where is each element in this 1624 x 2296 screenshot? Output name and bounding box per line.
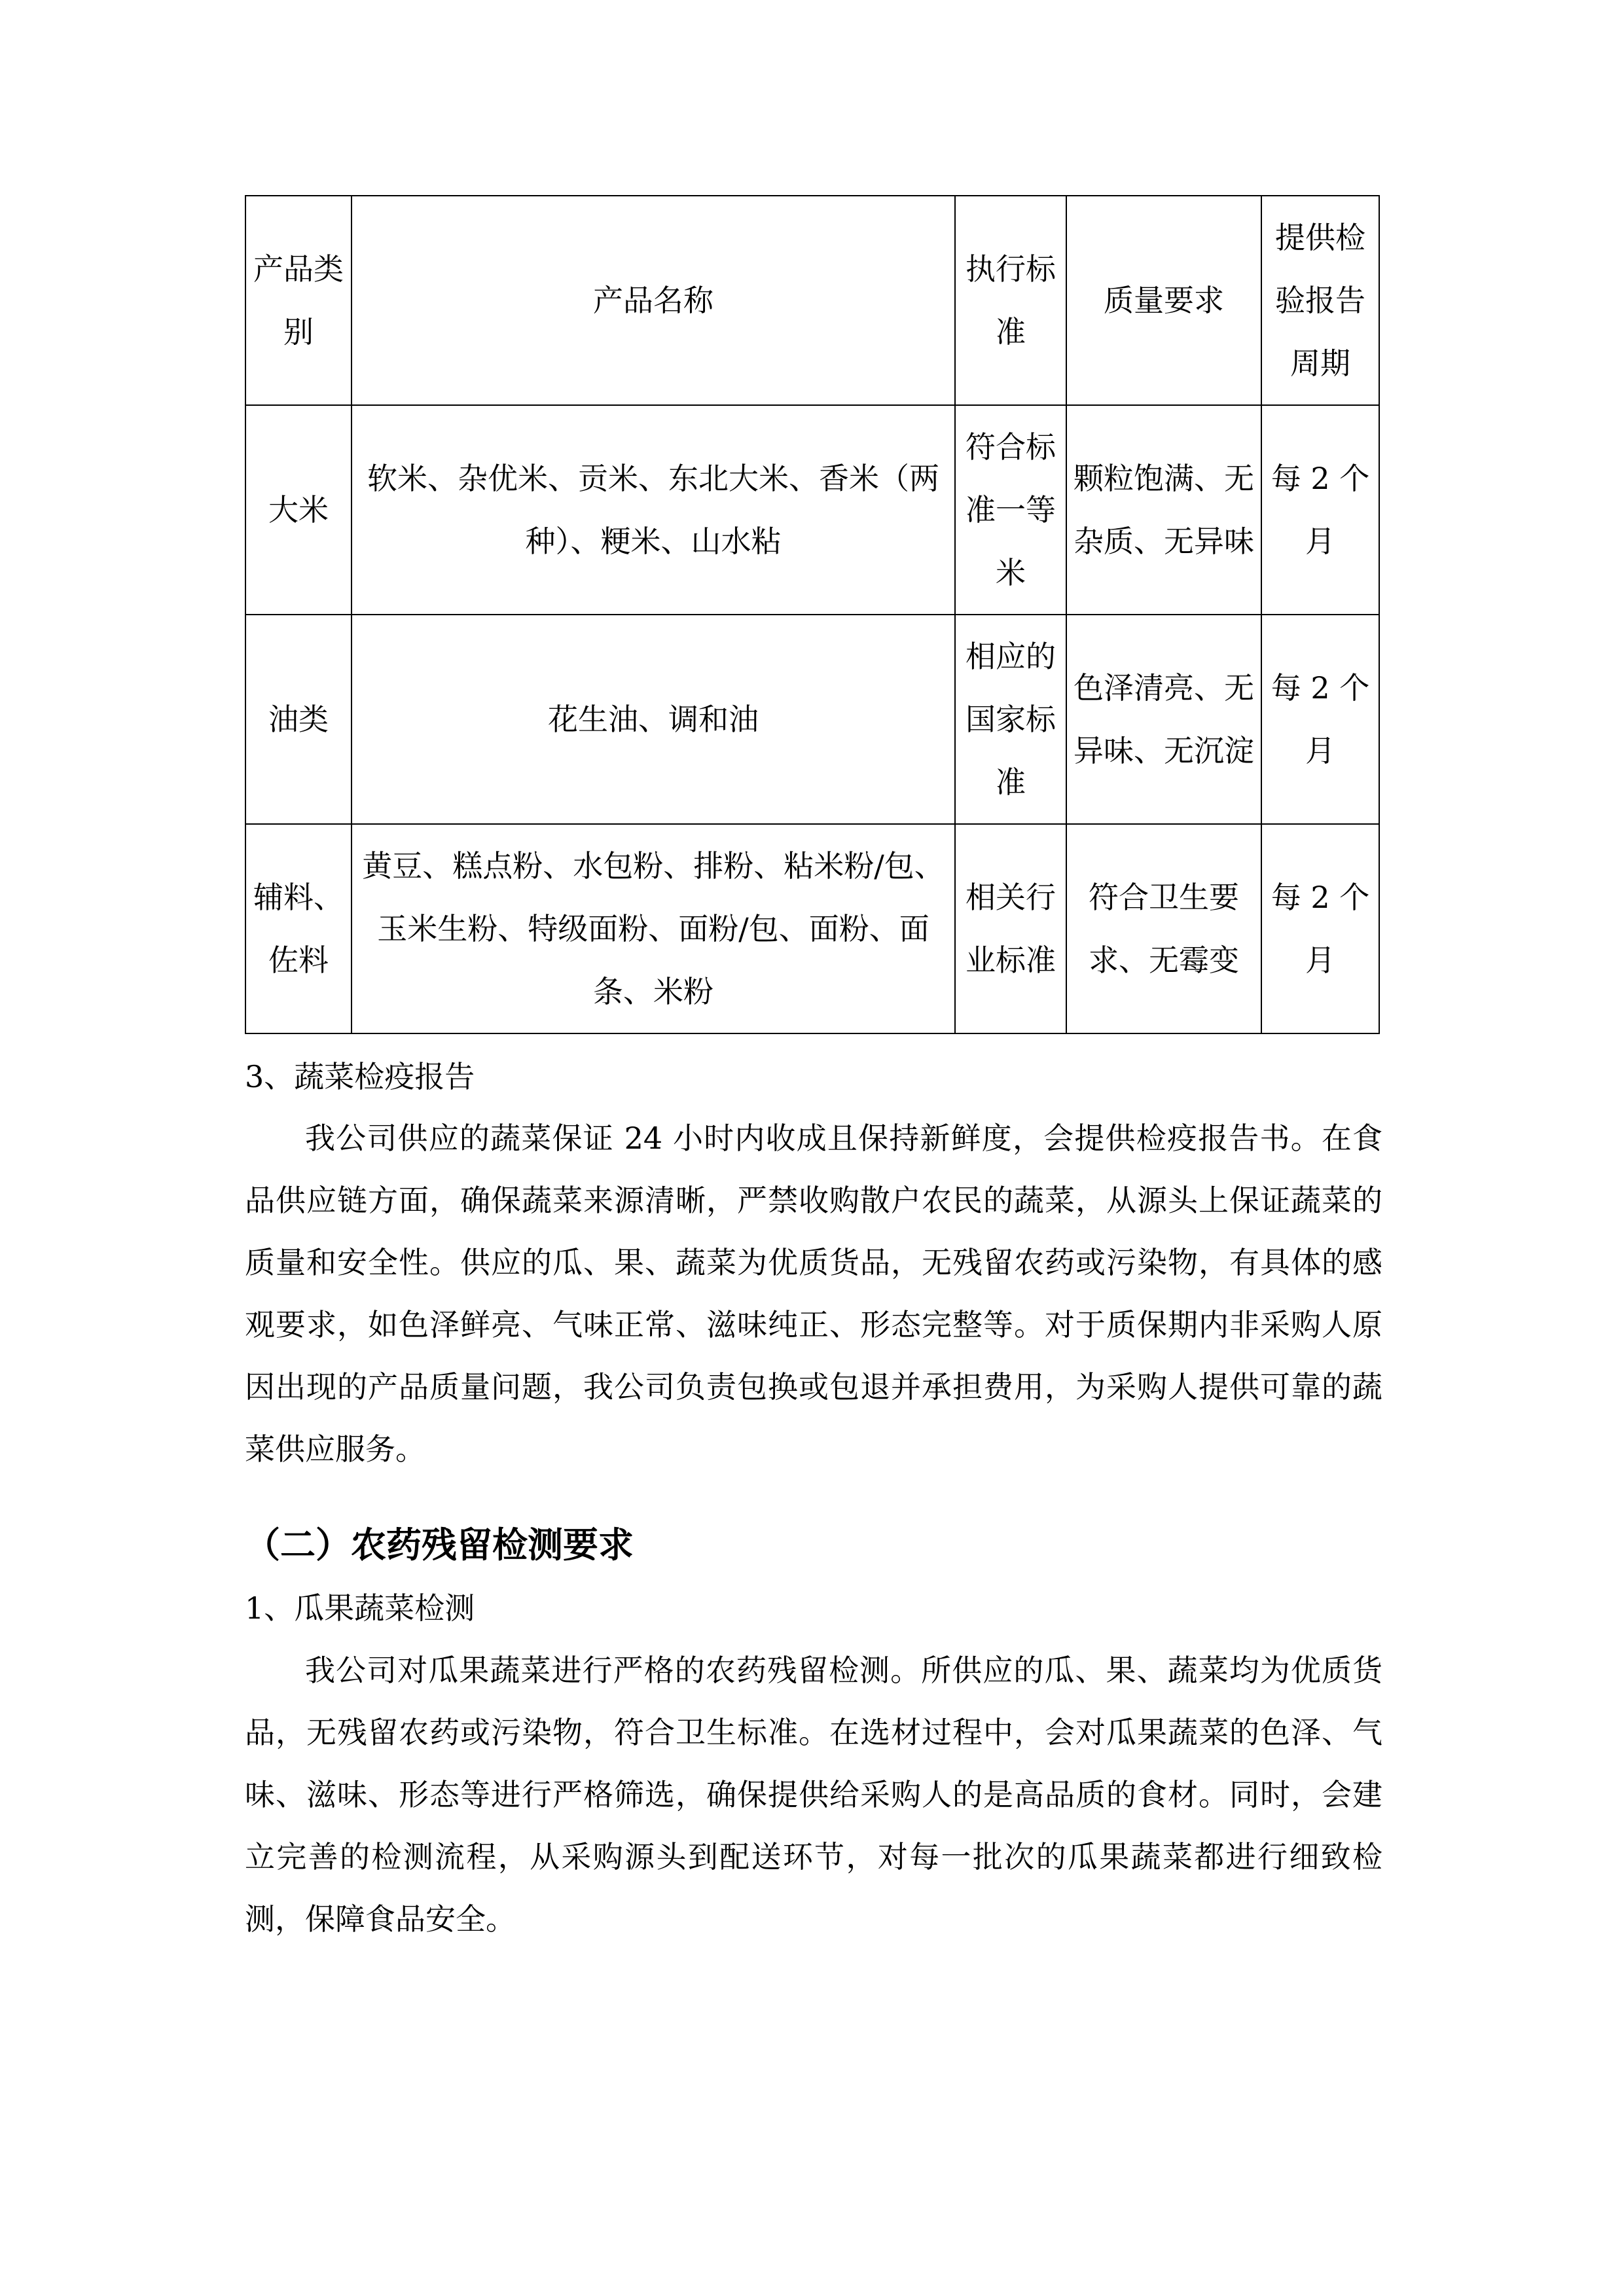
section-3-title: 3、蔬菜检疫报告 [245,1059,475,1094]
cell-cycle: 每 2 个月 [1261,615,1379,824]
cell-category: 大米 [245,405,352,615]
cell-category: 油类 [245,615,352,824]
table-row [245,615,1379,824]
cell-category: 辅料、佐料 [245,824,352,1033]
table-row [245,824,1379,1033]
table-row [245,405,1379,615]
pesticide-section-heading: （二）农药残留检测要求 [245,1524,634,1566]
cell-cycle: 每 2 个月 [1261,824,1379,1033]
cell-name: 花生油、调和油 [352,615,955,824]
cell-name: 软米、杂优米、贡米、东北大米、香米（两种）、粳米、山水粘 [352,405,955,615]
cell-standard: 符合标准一等米 [955,405,1066,615]
header-cycle: 提供检验报告周期 [1261,196,1379,405]
table-header-row [245,196,1379,405]
cell-standard: 相应的国家标准 [955,615,1066,824]
cell-quality: 色泽清亮、无异味、无沉淀 [1066,615,1261,824]
cell-standard: 相关行业标准 [955,824,1066,1033]
cell-quality: 符合卫生要求、无霉变 [1066,824,1261,1033]
cell-name: 黄豆、糕点粉、水包粉、排粉、粘米粉/包、玉米生粉、特级面粉、面粉/包、面粉、面条、米粉 [352,824,955,1033]
header-name: 产品名称 [352,196,955,405]
header-standard: 执行标准 [955,196,1066,405]
pesticide-subsection-body: 我公司对瓜果蔬菜进行严格的农药残留检测。所供应的瓜、果、蔬菜均为优质货品，无残留农药或污染物，符合卫生标准。在选材过程中，会对瓜果蔬菜的色泽、气味、滋味、形态等进行严格筛选，确保提供给采购人的是高品质的食材。同时，会建立完善的检测流程，从采购源头到配送环节，对每一批次的瓜果蔬菜都进行细致检测，保障食品安全。 [245,1653,1382,1937]
section-3-body: 我公司供应的蔬菜保证 24 小时内收成且保持新鲜度，会提供检疫报告书。在食品供应链方面，确保蔬菜来源清晰，严禁收购散户农民的蔬菜，从源头上保证蔬菜的质量和安全性。供应的瓜、果、蔬菜为优质货品，无残留农药或污染物，有具体的感观要求，如色泽鲜亮、气味正常、滋味纯正、形态完整等。对于质保期内非采购人原因出现的产品质量问题，我公司负责包换或包退并承担费用，为采购人提供可靠的蔬菜供应服务。 [245,1121,1382,1467]
cell-cycle: 每 2 个月 [1261,405,1379,615]
product-spec-table [245,195,1380,1034]
header-quality: 质量要求 [1066,196,1261,405]
pesticide-subsection-title: 1、瓜果蔬菜检测 [245,1590,475,1626]
cell-quality: 颗粒饱满、无杂质、无异味 [1066,405,1261,615]
header-category: 产品类别 [245,196,352,405]
